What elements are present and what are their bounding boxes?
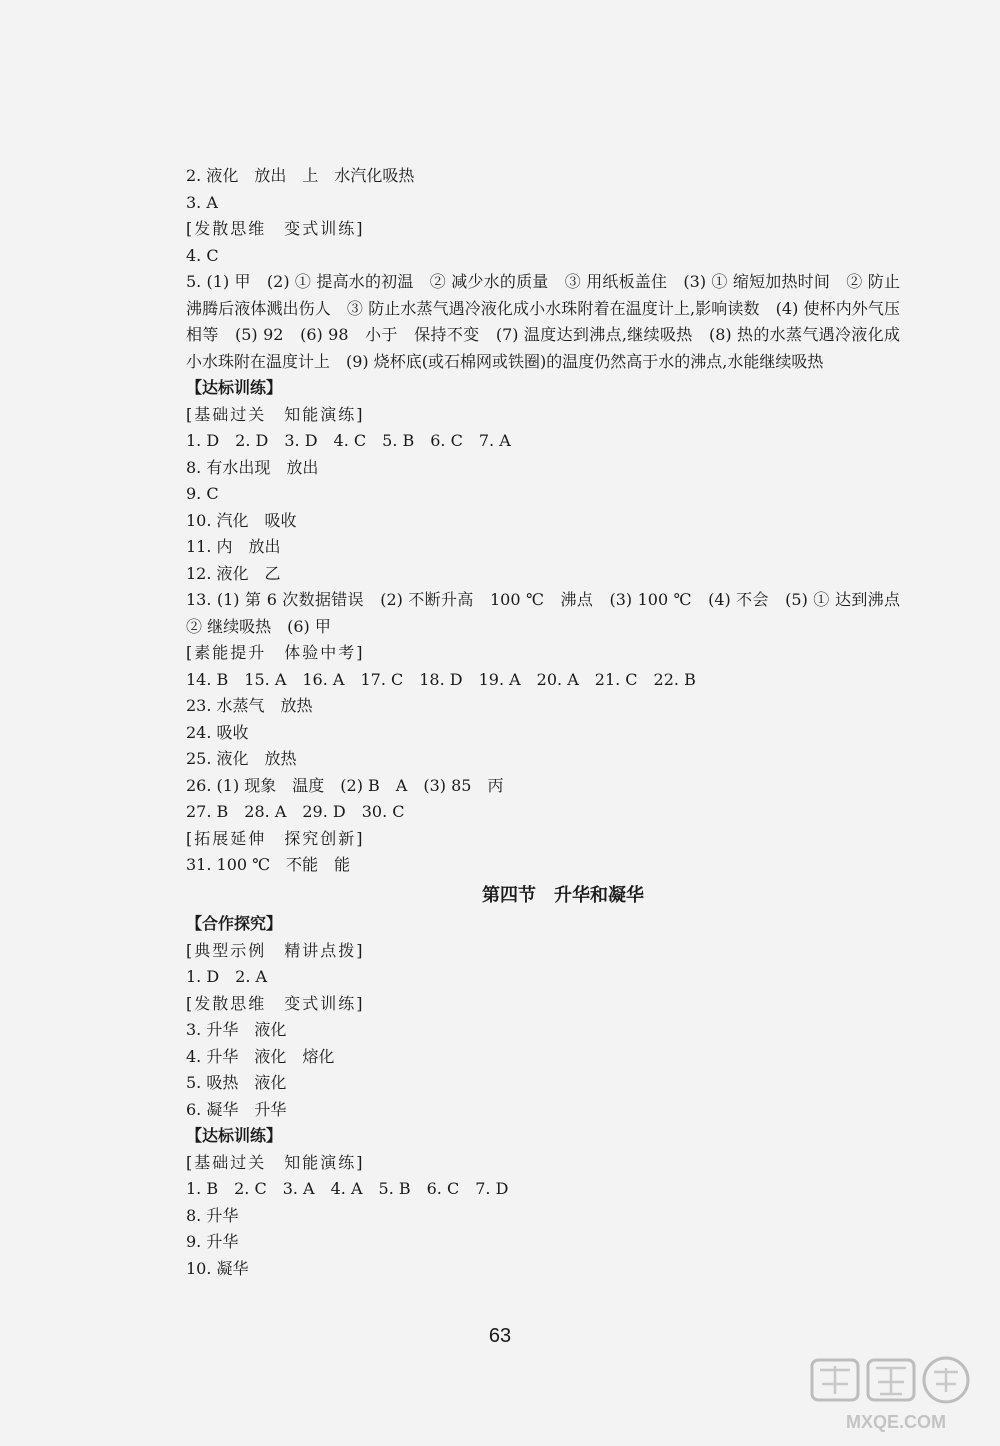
- subsection-label: [发散思维 变式训练]: [186, 993, 365, 1013]
- answer-line: 9. 升华: [186, 1232, 239, 1251]
- subsection-label: [基础过关 知能演练]: [186, 1152, 365, 1172]
- answer-line: 9. C: [186, 484, 219, 503]
- answer-line: 11. 内 放出: [186, 537, 281, 556]
- answer-line: 25. 液化 放热: [186, 749, 297, 768]
- answer-line: 1. D 2. D 3. D 4. C 5. B 6. C 7. A: [186, 431, 511, 450]
- answer-line: 14. B 15. A 16. A 17. C 18. D 19. A 20. A 21. C 22. B: [186, 669, 696, 689]
- page-number: 63: [488, 1325, 512, 1347]
- answer-line: 6. 凝华 升华: [186, 1099, 287, 1119]
- answer-line-3: 3. A: [186, 192, 218, 212]
- answer-line: 10. 汽化 吸收: [186, 510, 297, 530]
- answer-line-2: 2. 液化 放出 上 水汽化吸热: [186, 166, 415, 185]
- answer-line: 24. 吸收: [186, 722, 249, 742]
- section-heading: 【合作探究】: [186, 914, 283, 933]
- answer-line-4: 4. C: [186, 245, 219, 265]
- answer-line: 8. 升华: [186, 1205, 239, 1225]
- answer-line: 8. 有水出现 放出: [186, 457, 319, 477]
- answer-line: 12. 液化 乙: [186, 563, 281, 583]
- answer-paragraph-5: 5. (1) 甲 (2) ① 提高水的初温 ② 减少水的质量 ③ 用纸板盖住 (3) ① 缩短加热时间 ② 防止沸腾后液体溅出伤人 ③ 防止水蒸气遇冷液化成小水珠附着在温度计上,影响读数 (4) 使杯内外气压相等 (5) 92 (6) 98 小于 保持不变 (7) 温度达到沸点,继续吸热 (8) 热的水蒸气遇冷液化成小水珠附在温度计上 (9) 烧杯底(或石棉网或铁圈)的温度仍然高于水的沸点,水能继续吸热: [186, 272, 900, 371]
- answer-line: 26. (1) 现象 温度 (2) B A (3) 85 丙: [186, 775, 504, 795]
- watermark-logo: [806, 1354, 986, 1436]
- section-title: 第四节 升华和凝华: [482, 884, 644, 906]
- answer-paragraph-13: 13. (1) 第 6 次数据错误 (2) 不断升高 100 ℃ 沸点 (3) 100 ℃ (4) 不会 (5) ① 达到沸点 ② 继续吸热 (6) 甲: [186, 590, 917, 636]
- answer-line: 4. 升华 液化 熔化: [186, 1046, 335, 1066]
- section-heading: 【达标训练】: [186, 1126, 283, 1145]
- section-heading: 【达标训练】: [186, 378, 283, 397]
- subsection-label: [基础过关 知能演练]: [186, 404, 365, 424]
- answer-line: 3. 升华 液化: [186, 1020, 287, 1039]
- subsection-label: [素能提升 体验中考]: [186, 643, 365, 662]
- answer-line: 31. 100 ℃ 不能 能: [186, 855, 351, 874]
- answer-line: 27. B 28. A 29. D 30. C: [186, 802, 405, 821]
- subsection-label: [发散思维 变式训练]: [186, 219, 365, 238]
- watermark-url: MXQE.COM: [845, 1412, 947, 1432]
- answer-line: 10. 凝华: [186, 1258, 249, 1278]
- subsection-label: [典型示例 精讲点拨]: [186, 940, 365, 960]
- answer-line: 1. B 2. C 3. A 4. A 5. B 6. C 7. D: [186, 1179, 509, 1198]
- answer-content: [186, 163, 917, 1282]
- subsection-label: [拓展延伸 探究创新]: [186, 828, 365, 848]
- answer-line: 5. 吸热 液化: [186, 1073, 287, 1092]
- answer-line: 23. 水蒸气 放热: [186, 696, 313, 715]
- answer-line: 1. D 2. A: [186, 967, 268, 986]
